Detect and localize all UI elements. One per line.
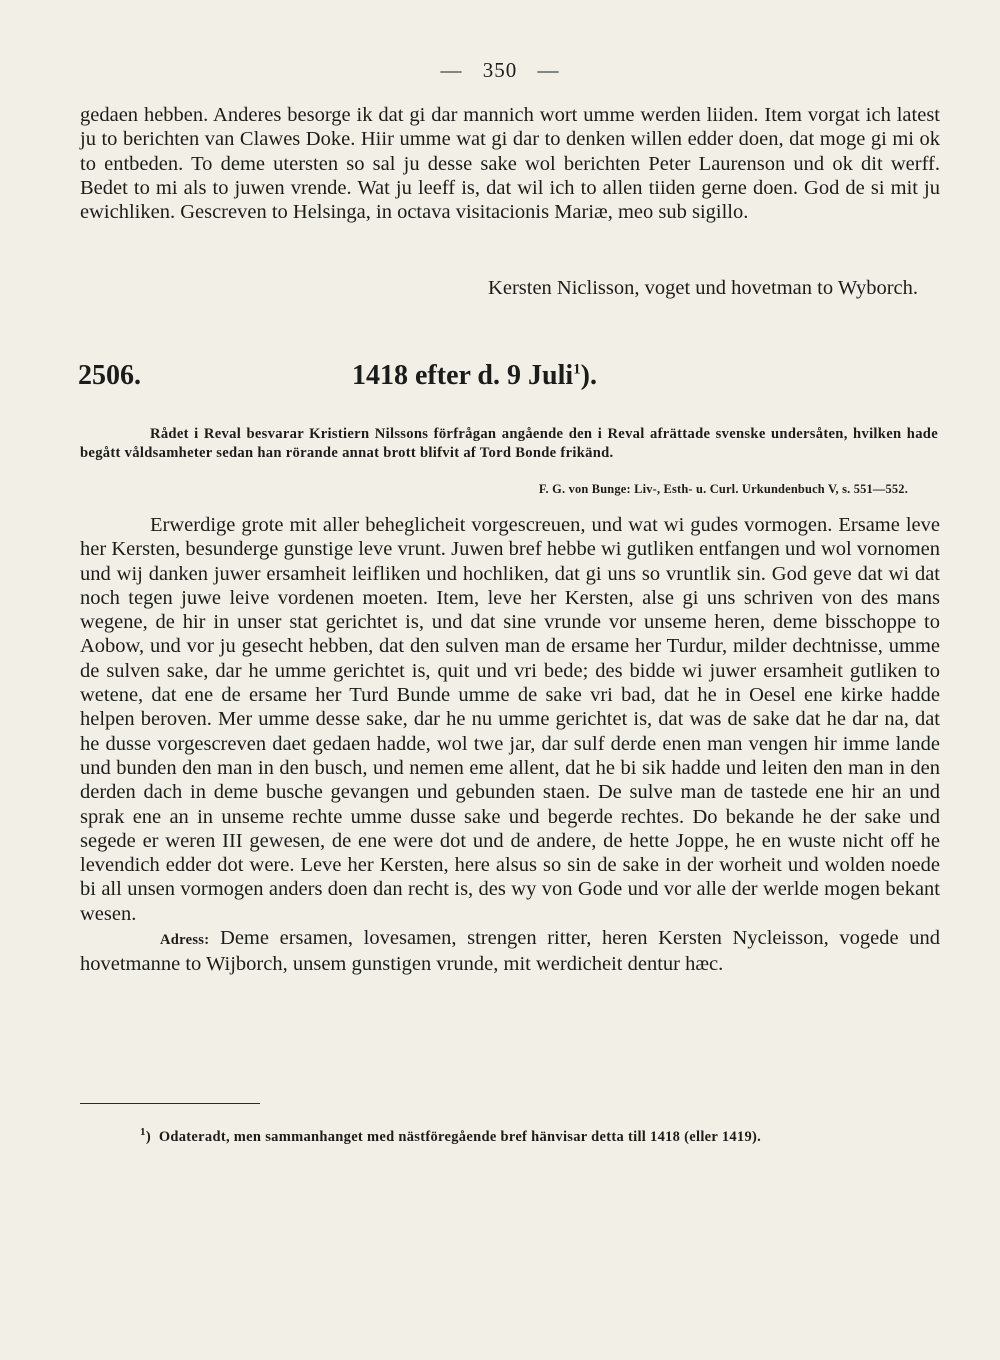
footnote-marker: 1 (140, 1126, 146, 1138)
letter-body-paragraph: Erwerdige grote mit aller beheglicheit vorgescreuen, und wat wi gudes vormogen. Ersame leve her Kersten, besunderge gunstige leve vrunt. Juwen bref hebbe wi gutliken entfangen und wol vornomen und wij danken juwer ersamheit leifliken und hochliken, dat gi uns so vruntlik sin. God geve dat wi dat noch tegen juwe leive vordenen moeten. Item, leve her Kersten, alse gi uns schriven von des mans wegene, de hir in unser stat gerichtet is, und dat sine vrunde vor unseme heren, deme bisschoppe to Aobow, und vor ju gesecht hebben, dat den sulven man de ersame her Turdur, milder dechtnisse, umme de sulven sake, dar he umme gerichtet is, quit und vri bede; des bidde wi juwer ersamheit gutliken to wetene, dat ene de ersame her Turd Bunde umme de sake vri bad, dat he in Oesel ene kirke hadde helpen beroven. Mer umme desse sake, dar he nu umme gerichtet is, dat was de sake dat he dar na, dat he dusse vorgescreven daet gedaen hadde, wol twe jar, dar sulf derde enen man vengen hir imme lande und bunden den man in den busch, und nemen eme allent, dat he bi sik hadde und leiten den man in den derden dach in deme busche gevangen und gebunden staen. De sulve man de tastede ene hir an und sprak ene an in unseme rechte umme dusse sake und begerde rechtes. Do bekande he der sake und segede er weren III gewesen, de ene were dot und de andere, de hette Joppe, he en wuste nicht off he levendich edder dot were. Leve her Kersten, here alsus so sin de sake in der worheit und wolden noede bi all unsen vormogen anders doen dan recht is, des wy von Gode und vor alle der werlde mogen bekant wesen. (80, 514, 940, 925)
footnote-marker-close: ) (145, 1128, 151, 1145)
footnote-text: Odateradt, men sammanhanget med nästföregående bref hänvisar detta till 1418 (eller 1419). (158, 1128, 762, 1145)
document-summary-text: Rådet i Reval besvarar Kristiern Nilssons förfrågan angående den i Reval afrättade svenske undersåten, hvilken hade begått våldsamheter sedan han rörande annat brott blifvit af Tord Bonde frikänd. (80, 426, 938, 461)
source-citation: F. G. von Bunge: Liv-, Esth- u. Curl. Urkundenbuch V, s. 551—552. (538, 482, 908, 496)
footnote-divider (80, 1103, 260, 1104)
page-number: 350 (482, 58, 518, 82)
document-number: 2506. (78, 360, 141, 391)
document-date-text: 1418 efter d. 9 Juli (352, 360, 574, 391)
page-header (0, 58, 1000, 83)
previous-letter-text (80, 103, 940, 224)
document-date (352, 360, 597, 392)
footnote (140, 1126, 940, 1146)
address-label: Adress: (160, 932, 210, 949)
letter-address (80, 926, 940, 977)
footnote-reference: 1 (573, 361, 581, 378)
document-date-close: ). (580, 360, 597, 391)
address-text: Deme ersamen, lovesamen, strengen ritter, heren Kersten Nycleisson, vogede und hovetmanne to Wijborch, unsem gunstigen vrunde, mit werdicheit dentur hæc. (80, 927, 941, 976)
previous-letter-signature: Kersten Niclisson, voget und hovetman to Wyborch. (488, 277, 918, 299)
letter-body (80, 513, 940, 977)
previous-letter-paragraph: gedaen hebben. Anderes besorge ik dat gi dar mannich wort umme werden liiden. Item vorgat ich latest ju to berichten van Clawes Doke. Hiir umme wat gi dar to denken willen edder doen, dat moge gi mi ok to entbeden. To deme utersten so sal ju desse sake wol berichten Peter Laurenson und ok dit werff. Bedet to mi als to juwen vrende. Wat ju leeff is, dat wil ich to allen tiiden gerne doen. God de si mit ju ewichliken. Gescreven to Helsinga, in octava visitacionis Mariæ, meo sub sigillo. (80, 104, 940, 224)
document-summary (80, 425, 938, 463)
header-dash-right: — (537, 58, 560, 82)
header-dash-left: — (440, 58, 463, 82)
